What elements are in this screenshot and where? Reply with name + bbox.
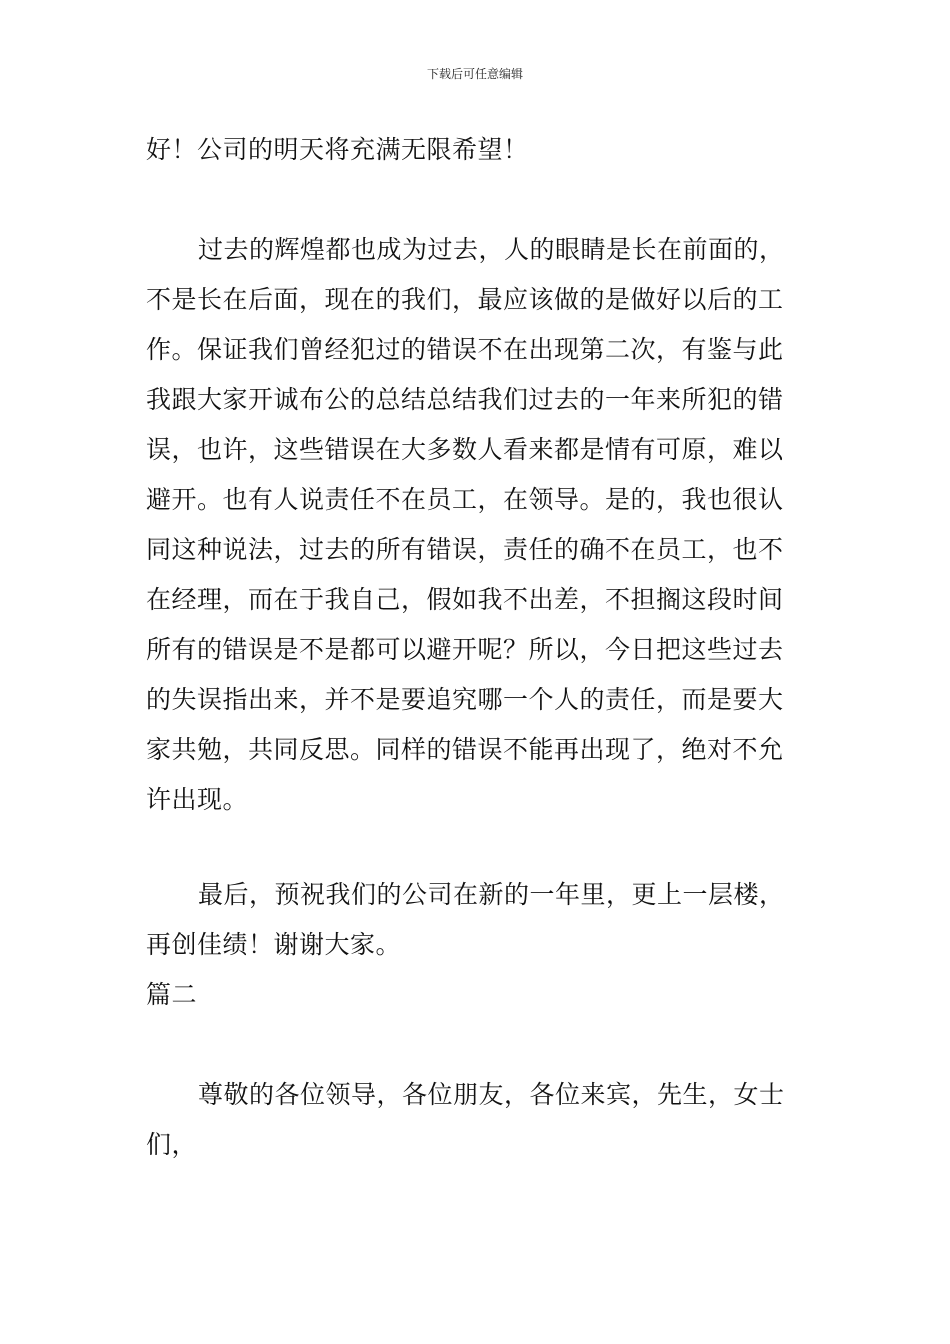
page-header: 下载后可任意编辑 (426, 67, 523, 81)
paragraph-line: 好！公司的明天将充满无限希望！ (146, 135, 529, 164)
paragraph-4 (146, 1070, 808, 1170)
paragraph-line: 在经理，而在于我自己，假如我不出差，不担搁这段时间 (146, 585, 784, 614)
paragraph-line: 避开。也有人说责任不在员工，在领导。是的，我也很认 (146, 485, 784, 514)
paragraph-3 (146, 870, 808, 970)
paragraph-line: 误，也许，这些错误在大多数人看来都是情有可原，难以 (146, 435, 784, 464)
paragraph-line: 们， (146, 1130, 198, 1159)
paragraph-line: 尊敬的各位领导，各位朋友，各位来宾，先生，女士 (198, 1080, 785, 1109)
paragraph-2 (146, 225, 808, 825)
section-heading (146, 970, 808, 1020)
paragraph-line: 作。保证我们曾经犯过的错误不在出现第二次，有鉴与此 (146, 335, 784, 364)
section-heading-text: 篇二 (146, 980, 198, 1009)
paragraph-line: 我跟大家开诚布公的总结总结我们过去的一年来所犯的错 (146, 385, 784, 414)
paragraph-line: 再创佳绩！谢谢大家。 (146, 930, 402, 959)
paragraph-line: 的失误指出来，并不是要追究哪一个人的责任，而是要大 (146, 685, 784, 714)
paragraph-line: 许出现。 (146, 785, 249, 814)
paragraph-line: 家共勉，共同反思。同样的错误不能再出现了，绝对不允 (146, 735, 784, 764)
paragraph-line: 同这种说法，过去的所有错误，责任的确不在员工，也不 (146, 535, 784, 564)
paragraph-1 (146, 125, 808, 175)
paragraph-line: 不是长在后面，现在的我们，最应该做的是做好以后的工 (146, 285, 784, 314)
paragraph-line: 过去的辉煌都也成为过去，人的眼睛是长在前面的， (198, 235, 785, 264)
paragraph-line: 最后，预祝我们的公司在新的一年里，更上一层楼， (198, 880, 785, 909)
paragraph-line: 所有的错误是不是都可以避开呢？所以，今日把这些过去 (146, 635, 784, 664)
